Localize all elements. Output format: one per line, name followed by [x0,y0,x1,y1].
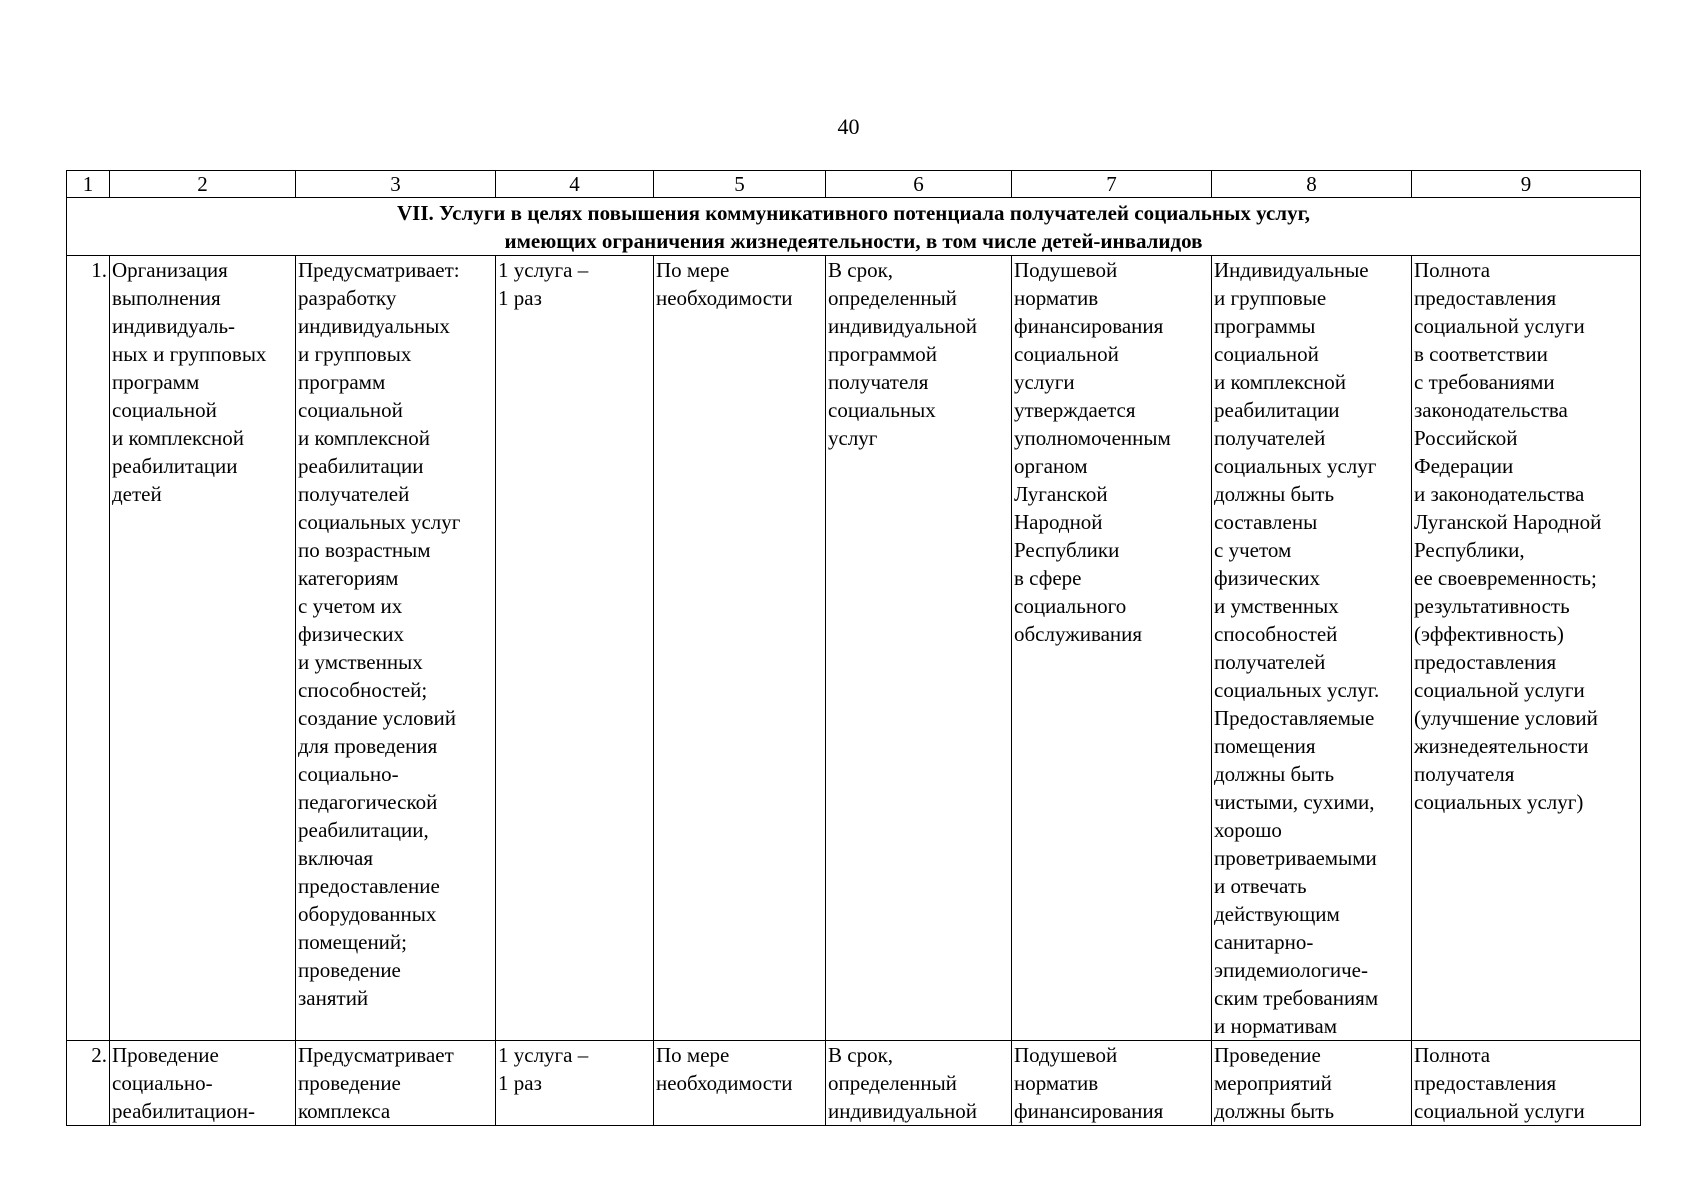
service-term: В срок, определенный индивидуальной программой получателя социальных услуг [826,256,1012,1041]
service-conditions: Проведение мероприятий должны быть [1212,1041,1412,1126]
services-table [66,170,1641,1126]
service-description: Предусматривает проведение комплекса [296,1041,496,1126]
service-name: Проведение социально- реабилитацион- [110,1041,296,1126]
row-number: 2. [67,1041,110,1126]
service-funding: Подушевой норматив финансирования социальной услуги утверждается уполномоченным органом Луганской Народной Республики в сфере социального обслуживания [1012,256,1212,1041]
column-number-row [67,171,1641,198]
column-number: 6 [826,171,1012,198]
column-number: 3 [296,171,496,198]
service-term: В срок, определенный индивидуальной [826,1041,1012,1126]
column-number: 5 [654,171,826,198]
column-number: 1 [67,171,110,198]
column-number: 8 [1212,171,1412,198]
service-frequency: По мере необходимости [654,1041,826,1126]
service-conditions: Индивидуальные и групповые программы социальной и комплексной реабилитации получателей социальных услуг должны быть составлены с учетом физических и умственных способностей получателей социальных услуг. Предоставляемые помещения должны быть чистыми, сухими, хорошо проветриваемыми и отвечать действующим санитарно- эпидемиологиче- ским требованиям и нормативам [1212,256,1412,1041]
section-heading-row [67,198,1641,256]
column-number: 2 [110,171,296,198]
service-description: Предусматривает: разработку индивидуальных и групповых программ социальной и комплексной реабилитации получателей социальных услуг по возрастным категориям с учетом их физических и умственных способностей; создание условий для проведения социально- педагогической реабилитации, включая предоставление оборудованных помещений; проведение занятий [296,256,496,1041]
column-number: 9 [1412,171,1641,198]
row-number: 1. [67,256,110,1041]
service-volume: 1 услуга – 1 раз [496,256,654,1041]
service-quality: Полнота предоставления социальной услуги в соответствии с требованиями законодательства Российской Федерации и законодательства Луганской Народной Республики, ее своевременность; результативность (эффективность) предоставления социальной услуги (улучшение условий жизнедеятельности получателя социальных услуг) [1412,256,1641,1041]
table-row [67,256,1641,1041]
column-number: 4 [496,171,654,198]
service-funding: Подушевой норматив финансирования [1012,1041,1212,1126]
service-name: Организация выполнения индивидуаль- ных и групповых программ социальной и комплексной реабилитации детей [110,256,296,1041]
section-title: VII. Услуги в целях повышения коммуникативного потенциала получателей социальных услуг, имеющих ограничения жизнедеятельности, в том числе детей-инвалидов [67,198,1641,256]
service-quality: Полнота предоставления социальной услуги [1412,1041,1641,1126]
service-volume: 1 услуга – 1 раз [496,1041,654,1126]
column-number: 7 [1012,171,1212,198]
service-frequency: По мере необходимости [654,256,826,1041]
page-number: 40 [837,114,860,139]
table-row [67,1041,1641,1126]
